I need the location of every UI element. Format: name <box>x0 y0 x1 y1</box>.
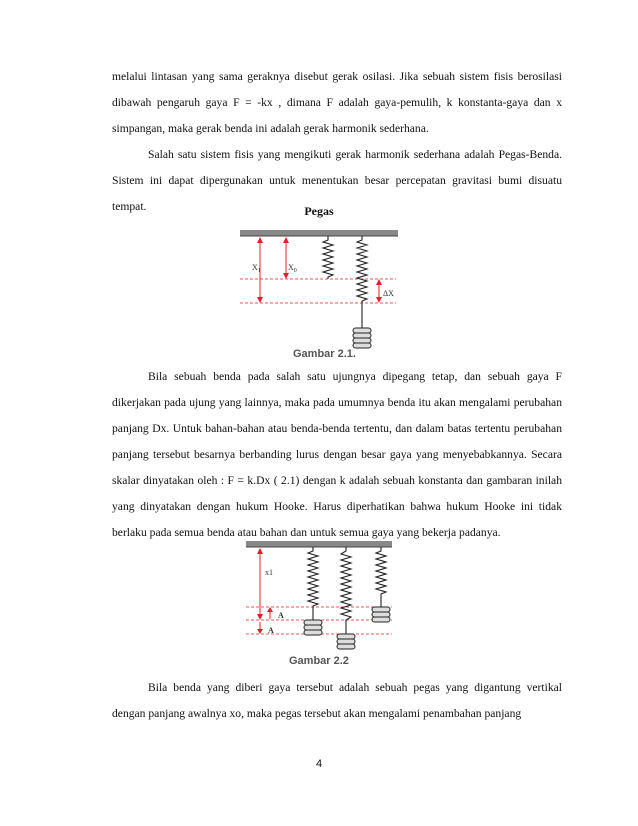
spring-compressed <box>376 547 386 607</box>
paragraph-hooke-law: Bila sebuah benda pada salah satu ujungnya dipegang tetap, dan sebuah gaya F dikerjakan pada ujung yang lainnya, maka pada umumnya benda itu akan mengalami perubahan panjang Dx. Untuk bahan-bahan atau benda-benda tertentu, dan dalam batas tertentu perubahan panjang tersebut besarnya berbanding lurus dengan besar gaya yang menyebabkannya. Secara skalar dinyatakan oleh : F = k.Dx ( 2.1) dengan k adalah sebuah konstanta dan gambaran inilah yang dinyatakan dengan hukum Hooke. Harus diperhatikan bahwa hukum Hooke ini tidak berlaku pada semua benda atau bahan dan untuk semua gaya yang bekerja padanya. <box>112 370 562 539</box>
mass-weights-left <box>304 620 322 635</box>
label-a-bottom: A <box>268 626 274 635</box>
spring-loaded <box>357 236 367 328</box>
x0-arrow-head-bottom <box>283 273 289 279</box>
label-x1: x1 <box>265 568 273 577</box>
paragraph-vertical-spring: Bila benda yang diberi gaya tersebut adalah sebuah pegas yang digantung vertikal dengan panjang awalnya xo, maka pegas tersebut akan mengalami penambahan panjang <box>112 681 562 720</box>
page-number: 4 <box>315 758 323 770</box>
x1-arrow-head-top <box>257 548 263 554</box>
amplitude-arrow-top-head <box>267 607 273 612</box>
ceiling-bar <box>240 230 398 236</box>
delta-x-arrow-head-top <box>376 279 382 285</box>
x1-arrow-head-bottom <box>257 297 263 303</box>
amplitude-arrow-bottom-head <box>257 629 263 634</box>
x1-arrow-head-top <box>257 237 263 243</box>
x1-arrow-head-bottom <box>257 614 263 620</box>
label-delta-x: ΔX <box>383 289 394 298</box>
ceiling-bar <box>246 541 392 547</box>
spring-unloaded <box>323 236 333 279</box>
figure1-caption: Gambar 2.1. <box>293 348 356 360</box>
x0-arrow-head-top <box>283 237 289 243</box>
spring-equilibrium <box>308 547 318 620</box>
label-a-top: A <box>278 611 284 620</box>
label-x0: $X_0$ <box>288 263 297 274</box>
spring-extended <box>341 547 351 634</box>
figure-spring-diagram-2 <box>238 537 398 670</box>
section-heading: Pegas <box>304 204 334 218</box>
figure2-caption: Gambar 2.2 <box>289 655 349 667</box>
mass-weights <box>353 328 371 348</box>
paragraph-spring-mass: Salah satu sistem fisis yang mengikuti gerak harmonik sederhana adalah Pegas-Benda. Sistem ini dapat dipergunakan untuk menentukan besar percepatan gravitasi bumi disuatu tempat. <box>112 148 562 213</box>
mass-weights-right <box>372 607 390 622</box>
label-x1: $X_1$ <box>252 263 261 274</box>
mass-weights-middle <box>337 634 355 649</box>
figure-spring-diagram-1 <box>236 224 406 362</box>
delta-x-arrow-head-bottom <box>376 297 382 303</box>
paragraph-oscillation: melalui lintasan yang sama geraknya disebut gerak osilasi. Jika sebuah sistem fisis berosilasi dibawah pengaruh gaya F = -kx , dimana F adalah gaya-pemulih, k konstanta-gaya dan x simpangan, maka gerak benda ini adalah gerak harmonik sederhana. <box>112 70 562 135</box>
